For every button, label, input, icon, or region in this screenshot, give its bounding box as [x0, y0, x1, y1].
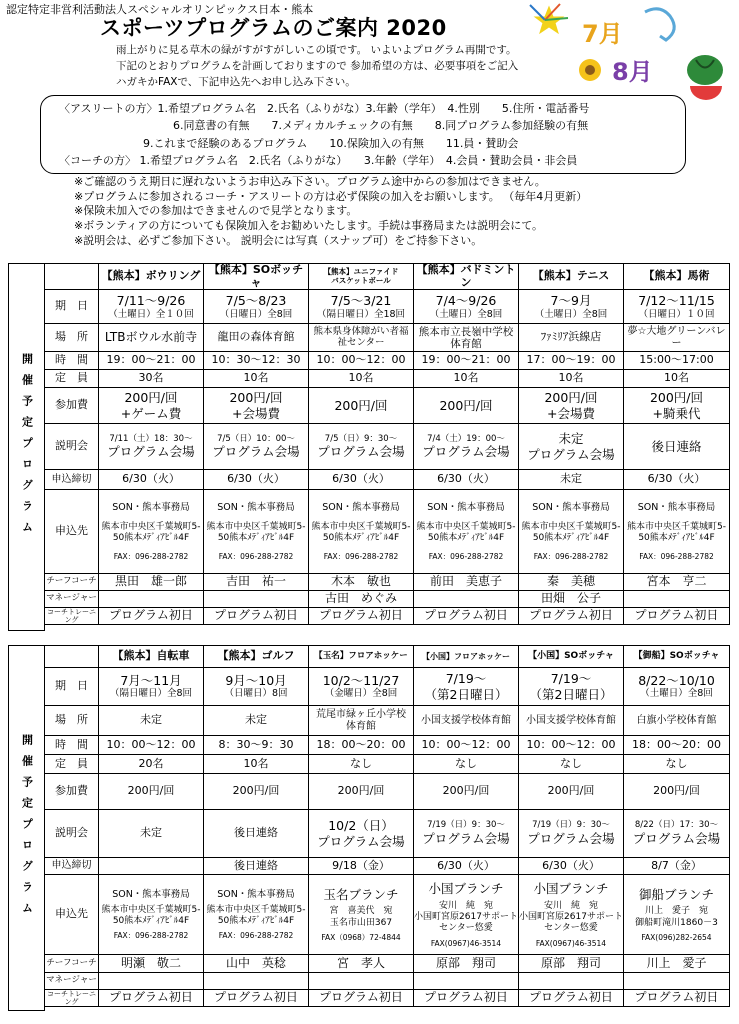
- program-header: 【熊本】ゴルフ: [204, 646, 309, 668]
- intro-line: 下記のとおりプログラムを計画しておりますので 参加希望の方は、必要事項をご記入: [116, 60, 519, 72]
- program-header: 【熊本】バドミントン: [414, 264, 519, 290]
- capacity-cell: 10名: [519, 370, 624, 388]
- chief-cell: 原部 翔司: [519, 955, 624, 973]
- training-cell: プログラム初日: [414, 990, 519, 1007]
- capacity-cell: なし: [519, 755, 624, 774]
- note-line: ※保険未加入での参加はできませんので見学となります。: [74, 204, 358, 218]
- fee-cell: 200円/回: [99, 774, 204, 810]
- briefing-cell: 7/4（土）19：00～ プログラム会場: [414, 424, 519, 470]
- briefing-cell: 7/19（日）9：30～ プログラム会場: [414, 810, 519, 858]
- row-label-place: 場 所: [45, 324, 99, 352]
- apply-cell: 御船ブランチ 川上 愛子 宛 御船町滝川1860－3 FAX(096)282-2654: [624, 875, 730, 955]
- briefing-cell: 未定: [99, 810, 204, 858]
- manager-cell: [414, 973, 519, 990]
- deadline-cell: 6/30（火）: [99, 470, 204, 490]
- manager-cell: [204, 973, 309, 990]
- deadline-cell: 9/18（金）: [309, 858, 414, 875]
- fee-cell: 200円/回: [414, 774, 519, 810]
- time-cell: 10：00～12：00: [99, 736, 204, 755]
- briefing-cell: 後日連絡: [624, 424, 730, 470]
- briefing-cell: 7/5（日）10：00～ プログラム会場: [204, 424, 309, 470]
- chief-cell: 宮 孝人: [309, 955, 414, 973]
- row-label-fee: 参加費: [45, 388, 99, 424]
- briefing-cell: 8/22（日）17：30～ プログラム会場: [624, 810, 730, 858]
- manager-cell: [99, 973, 204, 990]
- capacity-cell: なし: [414, 755, 519, 774]
- briefing-cell: 未定 プログラム会場: [519, 424, 624, 470]
- program-header: 【玉名】フロアホッケー: [309, 646, 414, 668]
- note-line: ※プログラムに参加されるコーチ・アスリートの方は必ず保険の加入をお願いします。 （毎年4月更新）: [74, 189, 588, 203]
- wind-chime-icon: [645, 9, 674, 40]
- manager-cell: 古田 めぐみ: [309, 591, 414, 608]
- period-cell: 7/5～3/21 （隔日曜日）全18回: [309, 290, 414, 324]
- chief-cell: 山中 英稔: [204, 955, 309, 973]
- time-cell: 17：00～19：00: [519, 352, 624, 370]
- apply-cell: SON・熊本事務局 熊本市中央区千葉城町5-50熊本ﾒﾃﾞｨｱﾋﾞﾙ4F FAX：096-288-2782: [99, 490, 204, 574]
- capacity-cell: 20名: [99, 755, 204, 774]
- time-cell: 10：30～12：30: [204, 352, 309, 370]
- notes: [74, 175, 587, 249]
- deadline-cell: 6/30（火）: [414, 470, 519, 490]
- note-line: ※ボランティアの方についても保険加入をお勧めいたします。手続は事務局または説明会にて。: [74, 219, 544, 233]
- time-cell: 10：00～12：00: [414, 736, 519, 755]
- period-cell: 8/22～10/10 （土曜日）全8回: [624, 668, 730, 706]
- apply-cell: SON・熊本事務局 熊本市中央区千葉城町5-50熊本ﾒﾃﾞｨｱﾋﾞﾙ4F FAX：096-288-2782: [519, 490, 624, 574]
- requirements-line: 〈アスリートの方〉1.希望プログラム名 2.氏名（ふりがな）3.年齢（学年） 4.性別 5.住所・電話番号: [59, 102, 590, 115]
- chief-cell: 木本 敏也: [309, 574, 414, 591]
- row-label-chief: チーフコーチ: [45, 574, 99, 591]
- period-cell: 7/19～ （第2日曜日）: [519, 668, 624, 706]
- fee-cell: 200円/回: [519, 774, 624, 810]
- deadline-cell: 後日連絡: [204, 858, 309, 875]
- chief-cell: 宮本 亨二: [624, 574, 730, 591]
- row-label-deadline: 申込締切: [45, 858, 99, 875]
- period-cell: 10/2～11/27 （金曜日）全8回: [309, 668, 414, 706]
- time-cell: 18：00～20：00: [309, 736, 414, 755]
- capacity-cell: なし: [624, 755, 730, 774]
- chief-cell: 吉田 祐一: [204, 574, 309, 591]
- capacity-cell: 10名: [414, 370, 519, 388]
- training-cell: プログラム初日: [519, 608, 624, 625]
- period-cell: 7/11～9/26 （土曜日）全１０回: [99, 290, 204, 324]
- apply-cell: SON・熊本事務局 熊本市中央区千葉城町5-50熊本ﾒﾃﾞｨｱﾋﾞﾙ4F FAX：096-288-2782: [414, 490, 519, 574]
- july-label: 7月: [582, 20, 623, 48]
- row-label-deadline: 申込締切: [45, 470, 99, 490]
- intro-text: [116, 42, 572, 90]
- august-label: 8月: [612, 58, 653, 86]
- training-cell: プログラム初日: [204, 990, 309, 1007]
- corner-cell: [45, 646, 99, 668]
- deadline-cell: 8/7（金）: [624, 858, 730, 875]
- deadline-cell: 6/30（火）: [519, 858, 624, 875]
- apply-cell: 小国ブランチ 安川 純 宛 小国町宮原2617サポートセンター悠愛 FAX(0967)46-3514: [414, 875, 519, 955]
- fireworks-illustration: [530, 4, 568, 34]
- time-cell: 15:00～17:00: [624, 352, 730, 370]
- briefing-cell: 後日連絡: [204, 810, 309, 858]
- fee-cell: 200円/回: [414, 388, 519, 424]
- period-cell: 9月～10月 （日曜日）8回: [204, 668, 309, 706]
- requirements-box: [40, 95, 686, 174]
- training-cell: プログラム初日: [414, 608, 519, 625]
- chief-cell: 明瀬 敬二: [99, 955, 204, 973]
- briefing-cell: 7/19（日）9：30～ プログラム会場: [519, 810, 624, 858]
- deadline-cell: 6/30（火）: [204, 470, 309, 490]
- organization-name: 認定特定非営利活動法人スペシャルオリンピックス日本・熊本: [6, 3, 314, 16]
- apply-cell: SON・熊本事務局 熊本市中央区千葉城町5-50熊本ﾒﾃﾞｨｱﾋﾞﾙ4F FAX：096-288-2782: [309, 490, 414, 574]
- program-header: 【熊本】ボウリング: [99, 264, 204, 290]
- manager-cell: [624, 973, 730, 990]
- fee-cell: 200円/回: [309, 774, 414, 810]
- briefing-cell: 7/5（日）9：30～ プログラム会場: [309, 424, 414, 470]
- row-label-fee: 参加費: [45, 774, 99, 810]
- training-cell: プログラム初日: [624, 608, 730, 625]
- deadline-cell: 6/30（火）: [624, 470, 730, 490]
- manager-cell: [624, 591, 730, 608]
- watermelon-icon: [687, 55, 723, 100]
- program-header: 【熊本】SOボッチャ: [204, 264, 309, 290]
- period-cell: 7/12～11/15 （日曜日）１０回: [624, 290, 730, 324]
- place-cell: 熊本市立長嶺中学校体育館: [414, 324, 519, 352]
- page-title: スポーツプログラムのご案内 2020: [100, 16, 447, 40]
- requirements-line: 9.これまで経験のあるプログラム 10.保険加入の有無 11.員・賛助会: [143, 137, 519, 150]
- place-cell: 荒尾市緑ヶ丘小学校 体育館: [309, 706, 414, 736]
- fee-cell: 200円/回: [204, 774, 309, 810]
- fee-cell: 200円/回 +会場費: [519, 388, 624, 424]
- manager-cell: 田畑 公子: [519, 591, 624, 608]
- period-cell: 7～9月 （土曜日）全8回: [519, 290, 624, 324]
- place-cell: 小国支援学校体育館: [414, 706, 519, 736]
- intro-line: ハガキかFAXで、下記申込先へお申し込み下さい。: [116, 76, 356, 88]
- time-cell: 10：00～12：00: [309, 352, 414, 370]
- deadline-cell: 未定: [519, 470, 624, 490]
- chief-cell: 前田 美恵子: [414, 574, 519, 591]
- apply-cell: SON・熊本事務局 熊本市中央区千葉城町5-50熊本ﾒﾃﾞｨｱﾋﾞﾙ4F FAX：096-288-2782: [99, 875, 204, 955]
- capacity-cell: 10名: [624, 370, 730, 388]
- note-line: ※説明会は、必ずご参加下さい。 説明会には写真（スナップ可）をご持参下さい。: [74, 233, 483, 247]
- time-cell: 19：00～21：00: [99, 352, 204, 370]
- place-cell: 未定: [99, 706, 204, 736]
- training-cell: プログラム初日: [309, 990, 414, 1007]
- side-label: 開催予定プログラム: [9, 646, 45, 1011]
- manager-cell: [519, 973, 624, 990]
- briefing-cell: 10/2（日） プログラム会場: [309, 810, 414, 858]
- training-cell: プログラム初日: [99, 990, 204, 1007]
- training-cell: プログラム初日: [624, 990, 730, 1007]
- program-table-2: [8, 645, 730, 1011]
- manager-cell: [99, 591, 204, 608]
- row-label-training: コーチトレーニング: [45, 608, 99, 625]
- row-label-place: 場 所: [45, 706, 99, 736]
- apply-cell: SON・熊本事務局 熊本市中央区千葉城町5-50熊本ﾒﾃﾞｨｱﾋﾞﾙ4F FAX：096-288-2782: [204, 875, 309, 955]
- deadline-cell: 6/30（火）: [309, 470, 414, 490]
- program-header: 【小国】フロアホッケー: [414, 646, 519, 668]
- period-cell: 7/4～9/26 （土曜日）全8回: [414, 290, 519, 324]
- requirements-line: 6.同意書の有無 7.メディカルチェックの有無 8.同プログラム参加経験の有無: [173, 119, 589, 132]
- manager-cell: [204, 591, 309, 608]
- time-cell: 18：00～20：00: [624, 736, 730, 755]
- row-label-briefing: 説明会: [45, 424, 99, 470]
- row-label-time: 時 間: [45, 736, 99, 755]
- summer-decoration: [520, 0, 735, 92]
- training-cell: プログラム初日: [519, 990, 624, 1007]
- time-cell: 10：00～12：00: [519, 736, 624, 755]
- fee-cell: 200円/回: [624, 774, 730, 810]
- training-cell: プログラム初日: [99, 608, 204, 625]
- place-cell: 夢☆大地グリーンバレー: [624, 324, 730, 352]
- intro-line: 雨上がりに見る草木の緑がすがすがしいこの頃です。 いよいよプログラム再開です。: [116, 44, 517, 56]
- program-header: 【小国】SOボッチャ: [519, 646, 624, 668]
- time-cell: 8：30～9：30: [204, 736, 309, 755]
- briefing-cell: 7/11（土）18：30～ プログラム会場: [99, 424, 204, 470]
- place-cell: 龍田の森体育館: [204, 324, 309, 352]
- period-cell: 7/5～8/23 （日曜日）全8回: [204, 290, 309, 324]
- row-label-chief: チーフコーチ: [45, 955, 99, 973]
- program-header: 【熊本】自転車: [99, 646, 204, 668]
- place-cell: 白旗小学校体育館: [624, 706, 730, 736]
- apply-cell: 玉名ブランチ 宮 喜美代 宛 玉名市山田367 FAX（0968）72-4844: [309, 875, 414, 955]
- chief-cell: 川上 愛子: [624, 955, 730, 973]
- program-header: 【熊本】馬術: [624, 264, 730, 290]
- corner-cell: [45, 264, 99, 290]
- program-header: 【熊本】テニス: [519, 264, 624, 290]
- requirements-line: 〈コーチの方〉 1.希望プログラム名 2.氏名（ふりがな） 3.年齢（学年） 4.会員・賛助会員・非会員: [59, 154, 578, 167]
- capacity-cell: 30名: [99, 370, 204, 388]
- program-header: 【御船】SOボッチャ: [624, 646, 730, 668]
- fee-cell: 200円/回 +会場費: [204, 388, 309, 424]
- fee-cell: 200円/回: [309, 388, 414, 424]
- place-cell: 熊本県身体障がい者福祉センター: [309, 324, 414, 352]
- row-label-manager: マネージャー: [45, 591, 99, 608]
- deadline-cell: 6/30（火）: [414, 858, 519, 875]
- period-cell: 7月～11月 （隔日曜日）全8回: [99, 668, 204, 706]
- chief-cell: 黒田 雄一郎: [99, 574, 204, 591]
- manager-cell: [414, 591, 519, 608]
- row-label-capacity: 定 員: [45, 370, 99, 388]
- apply-cell: 小国ブランチ 安川 純 宛 小国町宮原2617サポートセンター悠愛 FAX(0967)46-3514: [519, 875, 624, 955]
- time-cell: 19：00～21：00: [414, 352, 519, 370]
- row-label-period: 期 日: [45, 290, 99, 324]
- capacity-cell: 10名: [309, 370, 414, 388]
- fee-cell: 200円/回 +ゲーム費: [99, 388, 204, 424]
- place-cell: 未定: [204, 706, 309, 736]
- row-label-time: 時 間: [45, 352, 99, 370]
- training-cell: プログラム初日: [309, 608, 414, 625]
- place-cell: ﾌｧﾐﾘｱ浜線店: [519, 324, 624, 352]
- side-label: 開催予定プログラム: [9, 264, 45, 631]
- row-label-training: コーチトレーニング: [45, 990, 99, 1007]
- fee-cell: 200円/回 +騎乗代: [624, 388, 730, 424]
- row-label-apply: 申込先: [45, 875, 99, 955]
- apply-cell: SON・熊本事務局 熊本市中央区千葉城町5-50熊本ﾒﾃﾞｨｱﾋﾞﾙ4F FAX：096-288-2782: [624, 490, 730, 574]
- note-line: ※ご確認のうえ期日に遅れないようお申込み下さい。プログラム途中からの参加はできません。: [74, 175, 546, 188]
- row-label-manager: マネージャー: [45, 973, 99, 990]
- row-label-capacity: 定 員: [45, 755, 99, 774]
- apply-cell: SON・熊本事務局 熊本市中央区千葉城町5-50熊本ﾒﾃﾞｨｱﾋﾞﾙ4F FAX：096-288-2782: [204, 490, 309, 574]
- place-cell: LTBボウル水前寺: [99, 324, 204, 352]
- row-label-briefing: 説明会: [45, 810, 99, 858]
- capacity-cell: 10名: [204, 370, 309, 388]
- capacity-cell: なし: [309, 755, 414, 774]
- capacity-cell: 10名: [204, 755, 309, 774]
- chief-cell: 原部 翔司: [414, 955, 519, 973]
- chief-cell: 秦 美穂: [519, 574, 624, 591]
- deadline-cell: [99, 858, 204, 875]
- place-cell: 小国支援学校体育館: [519, 706, 624, 736]
- period-cell: 7/19～ （第2日曜日）: [414, 668, 519, 706]
- row-label-apply: 申込先: [45, 490, 99, 574]
- manager-cell: [309, 973, 414, 990]
- program-table-1: [8, 263, 730, 631]
- training-cell: プログラム初日: [204, 608, 309, 625]
- program-header: 【熊本】ユニファイド バスケットボール: [309, 264, 414, 290]
- row-label-period: 期 日: [45, 668, 99, 706]
